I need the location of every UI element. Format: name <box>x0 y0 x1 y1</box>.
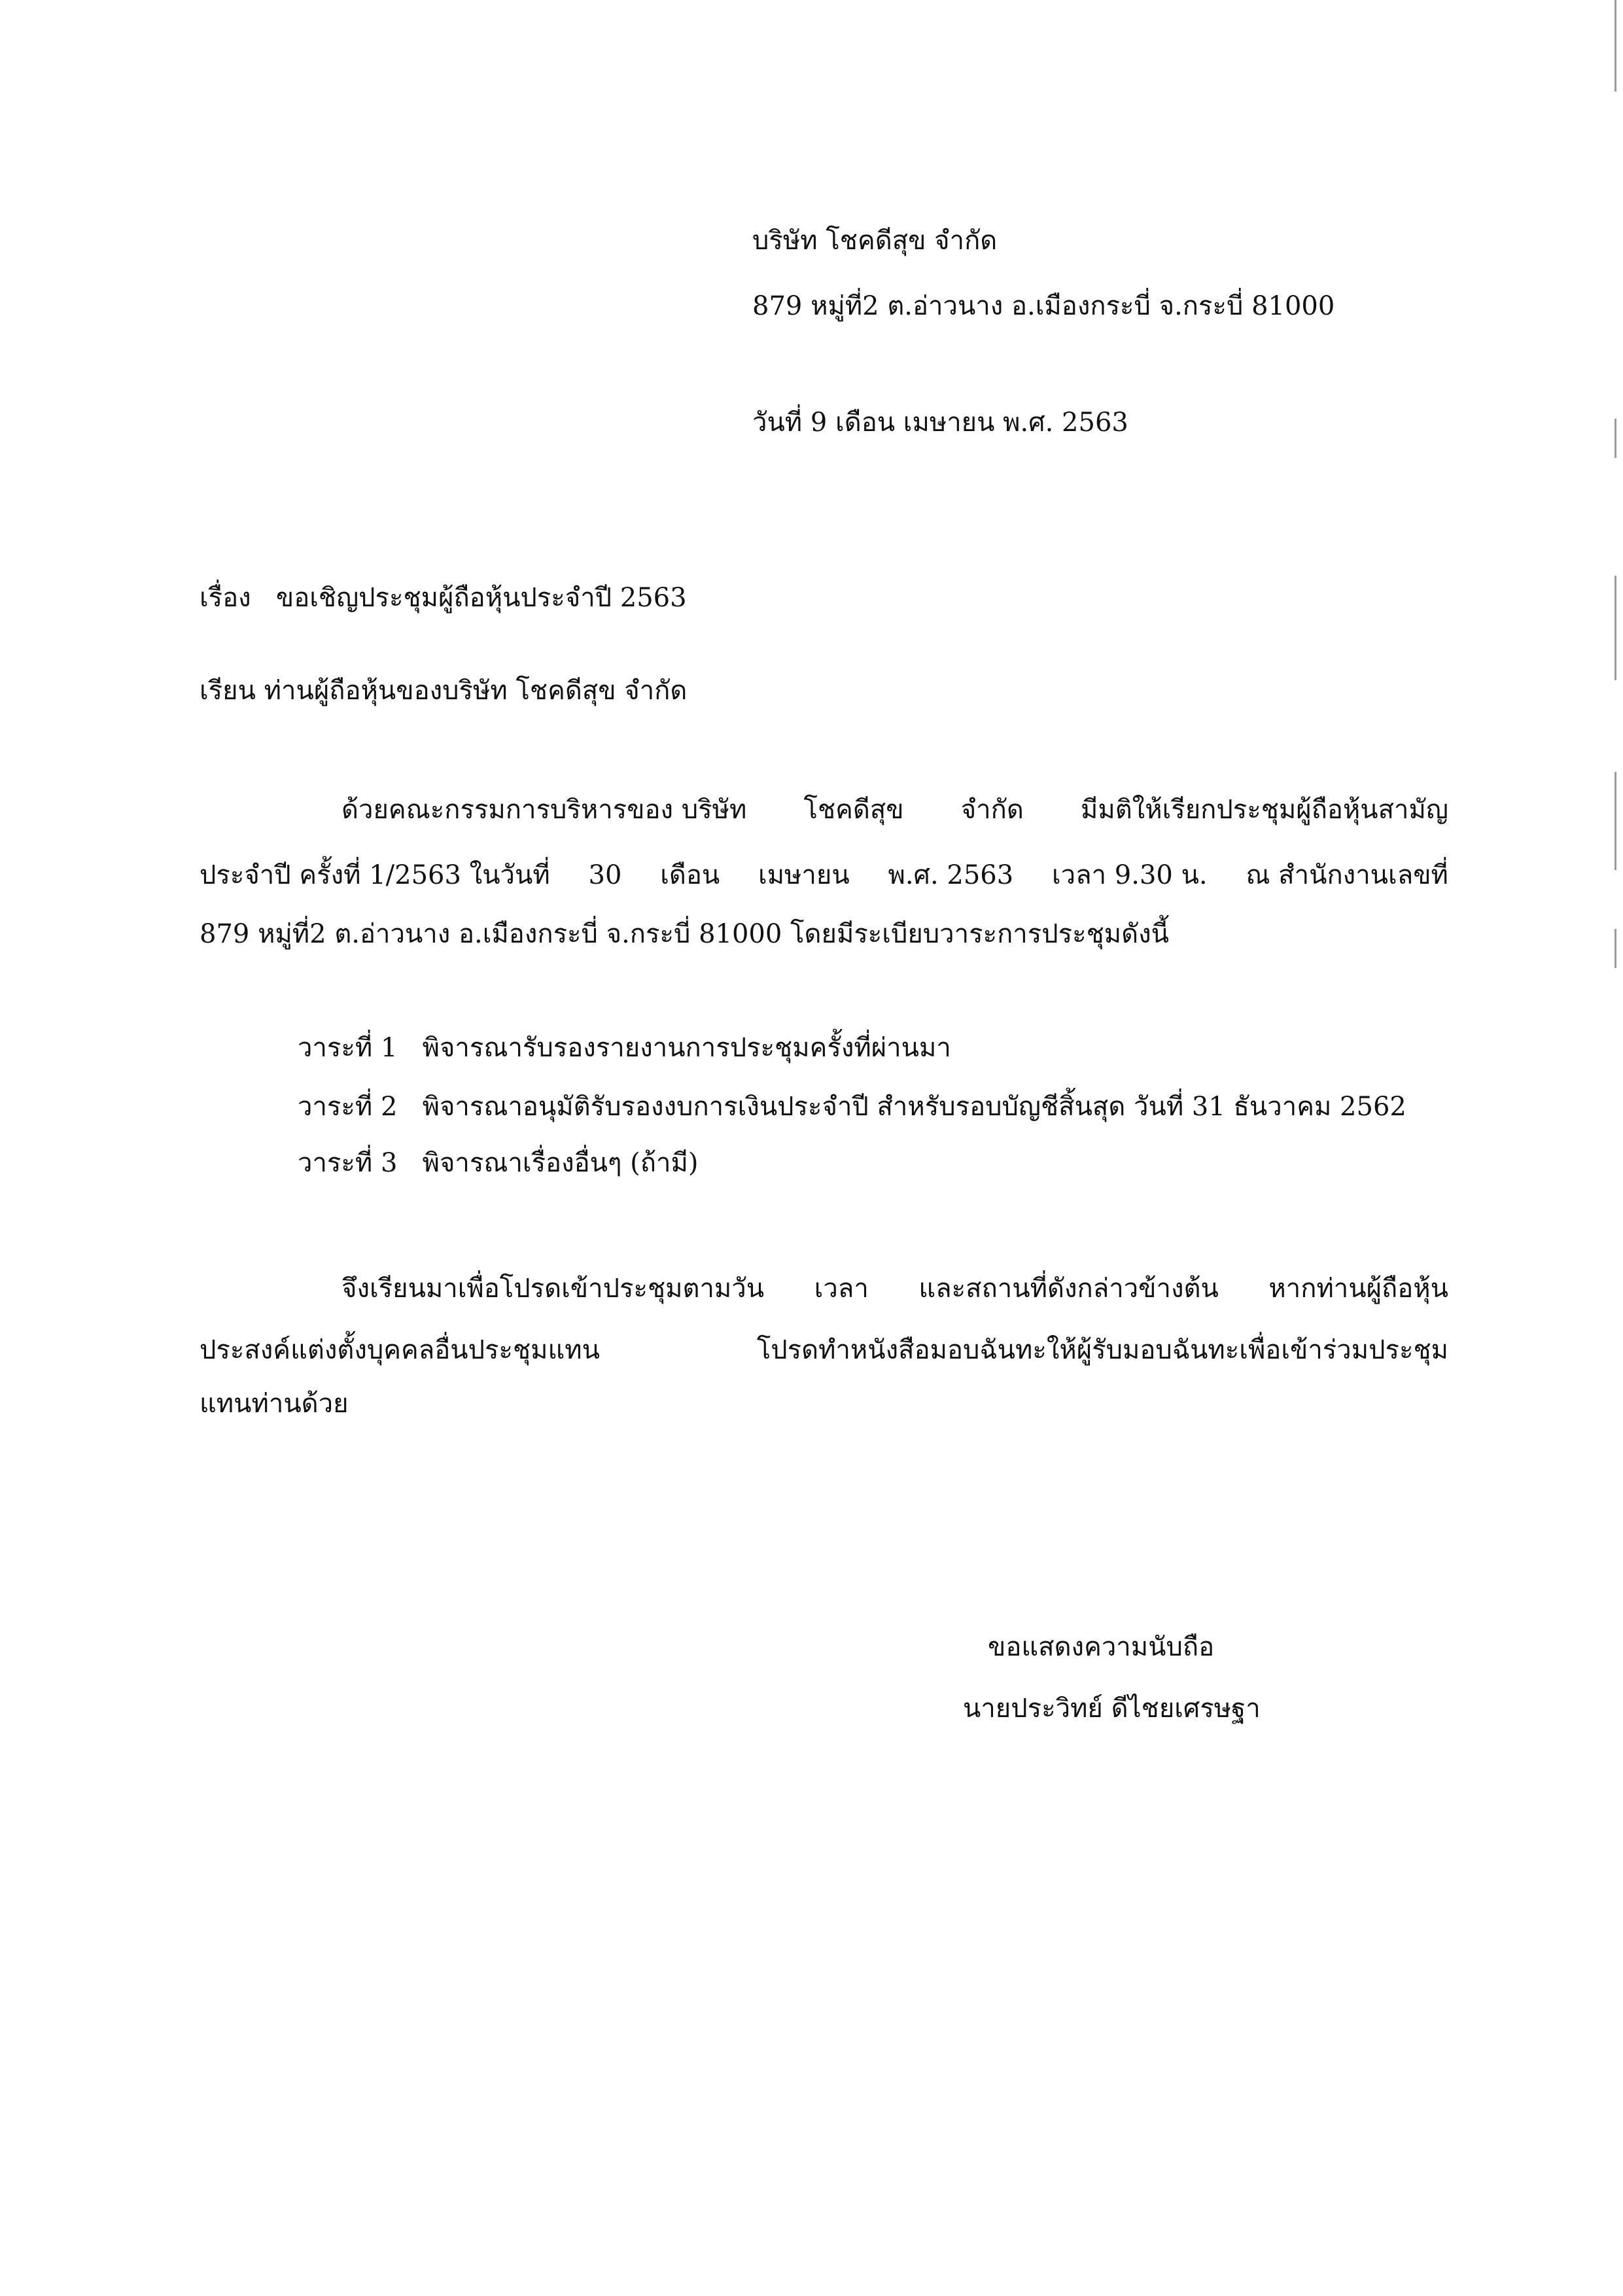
scan-edge-mark <box>1614 419 1616 458</box>
agenda-label: วาระที่ 2 <box>298 1092 398 1122</box>
paragraph2-line2 <box>200 1333 1448 1367</box>
sender-address: 879 หมู่ที่2 ต.อ่าวนาง อ.เมืองกระบี่ จ.กระบี่ 81000 <box>752 291 1335 321</box>
paragraph2-line3: แทนท่านด้วย <box>200 1389 349 1419</box>
paragraph1-segment: พ.ศ. 2563 <box>888 860 1014 890</box>
paragraph2-line1 <box>341 1272 1448 1306</box>
paragraph2-segment: เวลา <box>814 1274 869 1304</box>
salutation-text: ท่านผู้ถือหุ้นของบริษัท โชคดีสุข จำกัด <box>264 676 688 706</box>
paragraph2-segment: โปรดทำหนังสือมอบฉันทะให้ผู้รับมอบฉันทะเพื่อเข้าร่วมประชุม <box>756 1335 1448 1365</box>
agenda-text: พิจารณาอนุมัติรับรองงบการเงินประจำปี สำหรับรอบบัญชีสิ้นสุด วันที่ 31 ธันวาคม 2562 <box>422 1092 1406 1122</box>
paragraph1-segment: เวลา 9.30 น. <box>1051 860 1208 890</box>
paragraph2-segment: จึงเรียนมาเพื่อโปรดเข้าประชุมตามวัน <box>341 1274 765 1304</box>
agenda-label: วาระที่ 1 <box>298 1033 398 1063</box>
scan-edge-mark <box>1614 0 1616 92</box>
paragraph1-segment: เดือน <box>660 860 720 890</box>
agenda-item <box>298 1031 951 1065</box>
paragraph1-segment: 30 <box>588 860 622 890</box>
agenda-item <box>298 1090 1406 1124</box>
paragraph1-segment: ด้วยคณะกรรมการบริหารของ บริษัท <box>341 795 747 825</box>
paragraph1-segment: มีมติให้เรียกประชุมผู้ถือหุ้นสามัญ <box>1080 795 1448 825</box>
paragraph1-segment: ณ สำนักงานเลขที่ <box>1246 860 1448 890</box>
paragraph2-segment: ประสงค์แต่งตั้งบุคคลอื่นประชุมแทน <box>200 1335 601 1365</box>
paragraph2-segment: และสถานที่ดังกล่าวข้างต้น <box>918 1274 1219 1304</box>
scan-edge-mark <box>1614 929 1616 968</box>
paragraph1-line2 <box>200 858 1448 892</box>
paragraph1-segment: จำกัด <box>960 795 1024 825</box>
paragraph2-segment: หากท่านผู้ถือหุ้น <box>1268 1274 1448 1304</box>
paragraph1-line3: 879 หมู่ที่2 ต.อ่าวนาง อ.เมืองกระบี่ จ.กระบี่ 81000 โดยมีระเบียบวาระการประชุมดังนี้ <box>200 919 1169 949</box>
closing-regards: ขอแสดงความนับถือ <box>988 1632 1215 1662</box>
signer-name: นายประวิทย์ ดีไชยเศรษฐา <box>963 1694 1261 1724</box>
agenda-label: วาระที่ 3 <box>298 1148 398 1178</box>
agenda-text: พิจารณาเรื่องอื่นๆ (ถ้ามี) <box>422 1148 699 1178</box>
paragraph1-segment: โชคดีสุข <box>803 795 904 825</box>
paragraph1-line1 <box>341 793 1448 827</box>
subject-text: ขอเชิญประชุมผู้ถือหุ้นประจำปี 2563 <box>275 583 687 613</box>
paragraph1-segment: ประจำปี ครั้งที่ 1/2563 ในวันที่ <box>200 860 550 890</box>
sender-company: บริษัท โชคดีสุข จำกัด <box>752 226 998 256</box>
subject-line <box>200 581 687 615</box>
letter-date: วันที่ 9 เดือน เมษายน พ.ศ. 2563 <box>752 408 1128 438</box>
scan-edge-mark <box>1614 576 1616 680</box>
subject-label: เรื่อง <box>200 583 251 613</box>
paragraph1-segment: เมษายน <box>758 860 850 890</box>
agenda-text: พิจารณารับรองรายงานการประชุมครั้งที่ผ่านมา <box>422 1033 951 1063</box>
salutation-label: เรียน <box>200 676 256 706</box>
agenda-item <box>298 1146 698 1180</box>
salutation-line <box>200 674 687 708</box>
scan-edge-mark <box>1614 772 1616 870</box>
